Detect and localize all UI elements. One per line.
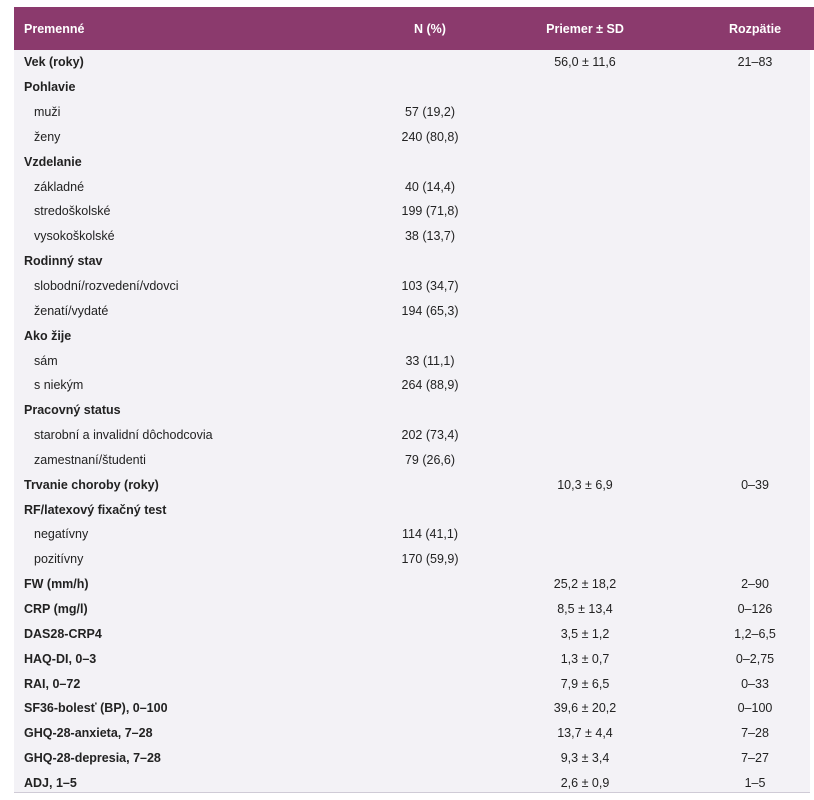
cell-mean-sd: 2,6 ± 0,9	[560, 775, 610, 790]
cell-mean-sd: 25,2 ± 18,2	[553, 577, 617, 592]
cell-range	[690, 423, 814, 448]
cell-range	[690, 75, 814, 100]
cell-n-percent	[380, 597, 480, 622]
cell-range	[690, 149, 814, 174]
table-row	[14, 174, 814, 199]
table-row	[14, 746, 814, 771]
cell-range	[690, 522, 814, 547]
cell-range: 21–83	[737, 55, 773, 70]
cell-n-percent: 38 (13,7)	[404, 229, 456, 244]
cell-range: 1–5	[744, 775, 766, 790]
cell-mean-sd	[480, 100, 690, 125]
cell-variable: CRP (mg/l)	[24, 601, 88, 616]
cell-variable: základné	[34, 179, 85, 194]
cell-mean-sd	[480, 149, 690, 174]
cell-range	[690, 323, 814, 348]
header-range: Rozpätie	[728, 21, 782, 36]
table-row	[14, 621, 814, 646]
cell-range	[690, 125, 814, 150]
cell-mean-sd: 3,5 ± 1,2	[560, 626, 610, 641]
cell-range: 0–2,75	[735, 651, 775, 666]
cell-n-percent: 79 (26,6)	[404, 452, 456, 467]
cell-n-percent: 264 (88,9)	[401, 378, 459, 393]
cell-mean-sd	[480, 75, 690, 100]
cell-variable: Pohlavie	[24, 80, 76, 95]
cell-variable: stredoškolské	[34, 204, 111, 219]
cell-range	[690, 497, 814, 522]
cell-range: 2–90	[741, 577, 769, 592]
cell-variable: ženy	[34, 129, 61, 144]
cell-variable: ženatí/vydaté	[34, 303, 109, 318]
cell-variable: RF/latexový fixačný test	[24, 502, 167, 517]
cell-variable: RAI, 0–72	[24, 676, 81, 691]
cell-n-percent	[380, 249, 480, 274]
header-variable: Premenné	[24, 21, 85, 36]
cell-mean-sd: 56,0 ± 11,6	[554, 55, 616, 70]
cell-n-percent: 240 (80,8)	[401, 129, 459, 144]
cell-n-percent	[380, 721, 480, 746]
cell-n-percent: 40 (14,4)	[404, 179, 456, 194]
table-body	[14, 50, 814, 795]
cell-n-percent: 202 (73,4)	[401, 428, 459, 443]
cell-mean-sd: 10,3 ± 6,9	[557, 477, 613, 492]
table-bottom-border	[14, 792, 810, 793]
cell-range: 1,2–6,5	[734, 626, 776, 641]
table-row	[14, 721, 814, 746]
table-row	[14, 547, 814, 572]
table-row	[14, 497, 814, 522]
table-header	[14, 7, 814, 50]
cell-n-percent	[380, 75, 480, 100]
cell-range	[690, 398, 814, 423]
cell-n-percent: 199 (71,8)	[401, 204, 459, 219]
table-row	[14, 696, 814, 721]
cell-range	[690, 100, 814, 125]
cell-n-percent: 33 (11,1)	[405, 353, 455, 368]
cell-mean-sd	[480, 497, 690, 522]
cell-variable: vysokoškolské	[34, 229, 115, 244]
table-row	[14, 298, 814, 323]
cell-mean-sd	[480, 224, 690, 249]
cell-n-percent	[380, 696, 480, 721]
cell-mean-sd	[480, 547, 690, 572]
cell-n-percent: 170 (59,9)	[401, 552, 459, 567]
cell-mean-sd	[480, 398, 690, 423]
cell-range	[690, 174, 814, 199]
cell-variable: Ako žije	[24, 328, 72, 343]
cell-variable: muži	[34, 105, 61, 120]
cell-range: 7–27	[741, 751, 769, 766]
cell-variable: slobodní/rozvedení/vdovci	[34, 279, 179, 294]
cell-range: 0–100	[737, 701, 773, 716]
cell-variable: Vek (roky)	[24, 55, 84, 70]
table-row	[14, 100, 814, 125]
table-row	[14, 224, 814, 249]
cell-n-percent	[380, 621, 480, 646]
table-row	[14, 671, 814, 696]
cell-n-percent	[380, 50, 480, 75]
cell-variable: starobní a invalidní dôchodcovia	[34, 428, 213, 443]
characteristics-table	[14, 7, 814, 795]
cell-mean-sd	[480, 423, 690, 448]
cell-n-percent	[380, 572, 480, 597]
cell-variable: HAQ-DI, 0–3	[24, 651, 97, 666]
cell-n-percent	[380, 323, 480, 348]
cell-range: 0–126	[737, 601, 773, 616]
cell-n-percent	[380, 398, 480, 423]
cell-variable: s niekým	[34, 378, 84, 393]
cell-range	[690, 199, 814, 224]
cell-range	[690, 448, 814, 473]
cell-mean-sd	[480, 373, 690, 398]
cell-n-percent: 57 (19,2)	[404, 105, 456, 120]
table-row	[14, 323, 814, 348]
cell-n-percent: 103 (34,7)	[401, 279, 459, 294]
cell-variable: GHQ-28-anxieta, 7–28	[24, 726, 153, 741]
table-row	[14, 249, 814, 274]
cell-n-percent	[380, 646, 480, 671]
cell-variable: zamestnaní/študenti	[34, 452, 146, 467]
cell-mean-sd: 7,9 ± 6,5	[560, 676, 610, 691]
cell-variable: Pracovný status	[24, 403, 121, 418]
cell-variable: SF36-bolesť (BP), 0–100	[24, 701, 168, 716]
cell-variable: pozitívny	[34, 552, 84, 567]
cell-range	[690, 373, 814, 398]
cell-mean-sd	[480, 448, 690, 473]
table-row	[14, 274, 814, 299]
cell-variable: GHQ-28-depresia, 7–28	[24, 751, 161, 766]
cell-mean-sd: 39,6 ± 20,2	[553, 701, 617, 716]
table-row	[14, 423, 814, 448]
table-row	[14, 398, 814, 423]
table-row	[14, 373, 814, 398]
cell-mean-sd	[480, 125, 690, 150]
cell-range: 0–33	[741, 676, 769, 691]
cell-mean-sd: 8,5 ± 13,4	[557, 601, 613, 616]
cell-variable: FW (mm/h)	[24, 577, 89, 592]
table-row	[14, 199, 814, 224]
cell-n-percent	[380, 746, 480, 771]
cell-range	[690, 348, 814, 373]
table-row	[14, 448, 814, 473]
cell-n-percent	[380, 149, 480, 174]
cell-variable: Rodinný stav	[24, 254, 103, 269]
table-row	[14, 522, 814, 547]
table-row	[14, 646, 814, 671]
table-row	[14, 75, 814, 100]
cell-mean-sd	[480, 522, 690, 547]
cell-mean-sd	[480, 298, 690, 323]
cell-n-percent	[380, 671, 480, 696]
table-row	[14, 50, 814, 75]
cell-mean-sd	[480, 274, 690, 299]
cell-mean-sd	[480, 174, 690, 199]
cell-variable: sám	[34, 353, 58, 368]
header-mean-sd: Priemer ± SD	[546, 21, 624, 36]
cell-mean-sd	[480, 348, 690, 373]
cell-mean-sd: 9,3 ± 3,4	[560, 751, 610, 766]
cell-mean-sd	[480, 199, 690, 224]
cell-n-percent: 194 (65,3)	[401, 303, 459, 318]
table-row	[14, 125, 814, 150]
cell-variable: DAS28-CRP4	[24, 626, 102, 641]
cell-n-percent: 114 (41,1)	[401, 527, 459, 542]
table-row	[14, 597, 814, 622]
cell-variable: Vzdelanie	[24, 154, 82, 169]
table-row	[14, 348, 814, 373]
header-n-percent: N (%)	[414, 21, 446, 36]
cell-range	[690, 547, 814, 572]
table-row	[14, 472, 814, 497]
table-row	[14, 572, 814, 597]
cell-range	[690, 249, 814, 274]
cell-range	[690, 298, 814, 323]
cell-range: 0–39	[741, 477, 769, 492]
cell-variable: ADJ, 1–5	[24, 775, 77, 790]
cell-mean-sd	[480, 323, 690, 348]
cell-n-percent	[380, 497, 480, 522]
cell-range: 7–28	[741, 726, 769, 741]
cell-range	[690, 274, 814, 299]
table-row	[14, 149, 814, 174]
header-row	[14, 7, 814, 50]
cell-range	[690, 224, 814, 249]
cell-n-percent	[380, 472, 480, 497]
cell-mean-sd: 13,7 ± 4,4	[557, 726, 613, 741]
cell-mean-sd	[480, 249, 690, 274]
cell-mean-sd: 1,3 ± 0,7	[560, 651, 610, 666]
cell-variable: Trvanie choroby (roky)	[24, 477, 159, 492]
cell-variable: negatívny	[34, 527, 89, 542]
